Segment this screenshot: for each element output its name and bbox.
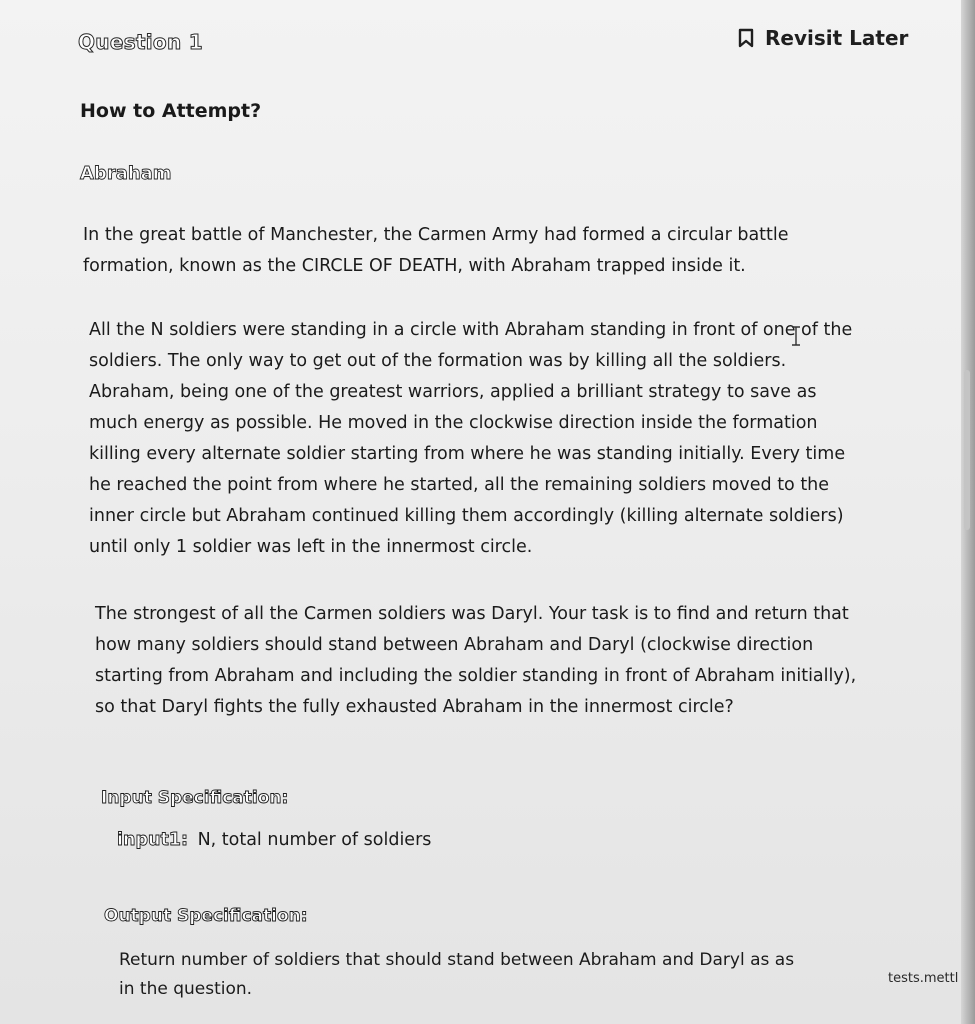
input-key: input1: bbox=[117, 830, 188, 850]
paragraph-line: The strongest of all the Carmen soldiers was Daryl. Your task is to find and return that bbox=[95, 604, 849, 624]
paragraph-line: Abraham, being one of the greatest warriors, applied a brilliant strategy to save as bbox=[89, 382, 817, 402]
text-cursor-icon bbox=[790, 326, 802, 346]
paragraph-line: much energy as possible. He moved in the clockwise direction inside the formation bbox=[89, 413, 818, 433]
paragraph-line: starting from Abraham and including the soldier standing in front of Abraham initially), bbox=[95, 666, 857, 686]
paragraph-line: soldiers. The only way to get out of the formation was by killing all the soldiers. bbox=[89, 351, 787, 371]
paragraph-line: how many soldiers should stand between Abraham and Daryl (clockwise direction bbox=[95, 635, 814, 655]
revisit-later-button[interactable] bbox=[737, 26, 908, 50]
problem-name: Abraham bbox=[80, 163, 172, 184]
paragraph-line: so that Daryl fights the fully exhausted Abraham in the innermost circle? bbox=[95, 697, 734, 717]
how-to-attempt-link[interactable]: How to Attempt? bbox=[80, 100, 262, 122]
problem-paragraph-3 bbox=[95, 599, 856, 723]
paragraph-line: he reached the point from where he started, all the remaining soldiers moved to the bbox=[89, 475, 830, 495]
input-spec-line bbox=[117, 830, 431, 850]
output-line: in the question. bbox=[119, 979, 253, 999]
problem-paragraph-2 bbox=[89, 315, 852, 563]
watermark: tests.mettl bbox=[888, 971, 959, 986]
output-line: Return number of soldiers that should stand between Abraham and Daryl as as bbox=[119, 950, 795, 970]
input-spec-heading: Input Specification: bbox=[101, 788, 289, 808]
paragraph-line: inner circle but Abraham continued killing them accordingly (killing alternate soldiers) bbox=[89, 506, 844, 526]
problem-paragraph-1 bbox=[83, 220, 789, 282]
paragraph-line: formation, known as the CIRCLE OF DEATH, with Abraham trapped inside it. bbox=[83, 256, 746, 276]
output-spec-text bbox=[119, 946, 794, 1004]
question-title: Question 1 bbox=[78, 30, 203, 54]
paragraph-line: until only 1 soldier was left in the innermost circle. bbox=[89, 537, 533, 557]
revisit-later-label: Revisit Later bbox=[765, 26, 909, 50]
bookmark-icon bbox=[737, 28, 755, 48]
paragraph-line: All the N soldiers were standing in a circle with Abraham standing in front of one of the bbox=[89, 320, 853, 340]
output-spec-heading: Output Specification: bbox=[104, 906, 308, 926]
scrollbar-thumb[interactable] bbox=[964, 370, 970, 530]
paragraph-line: killing every alternate soldier starting from where he was standing initially. Every time bbox=[89, 444, 846, 464]
input-desc: N, total number of soldiers bbox=[197, 830, 432, 850]
paragraph-line: In the great battle of Manchester, the Carmen Army had formed a circular battle bbox=[83, 225, 789, 245]
